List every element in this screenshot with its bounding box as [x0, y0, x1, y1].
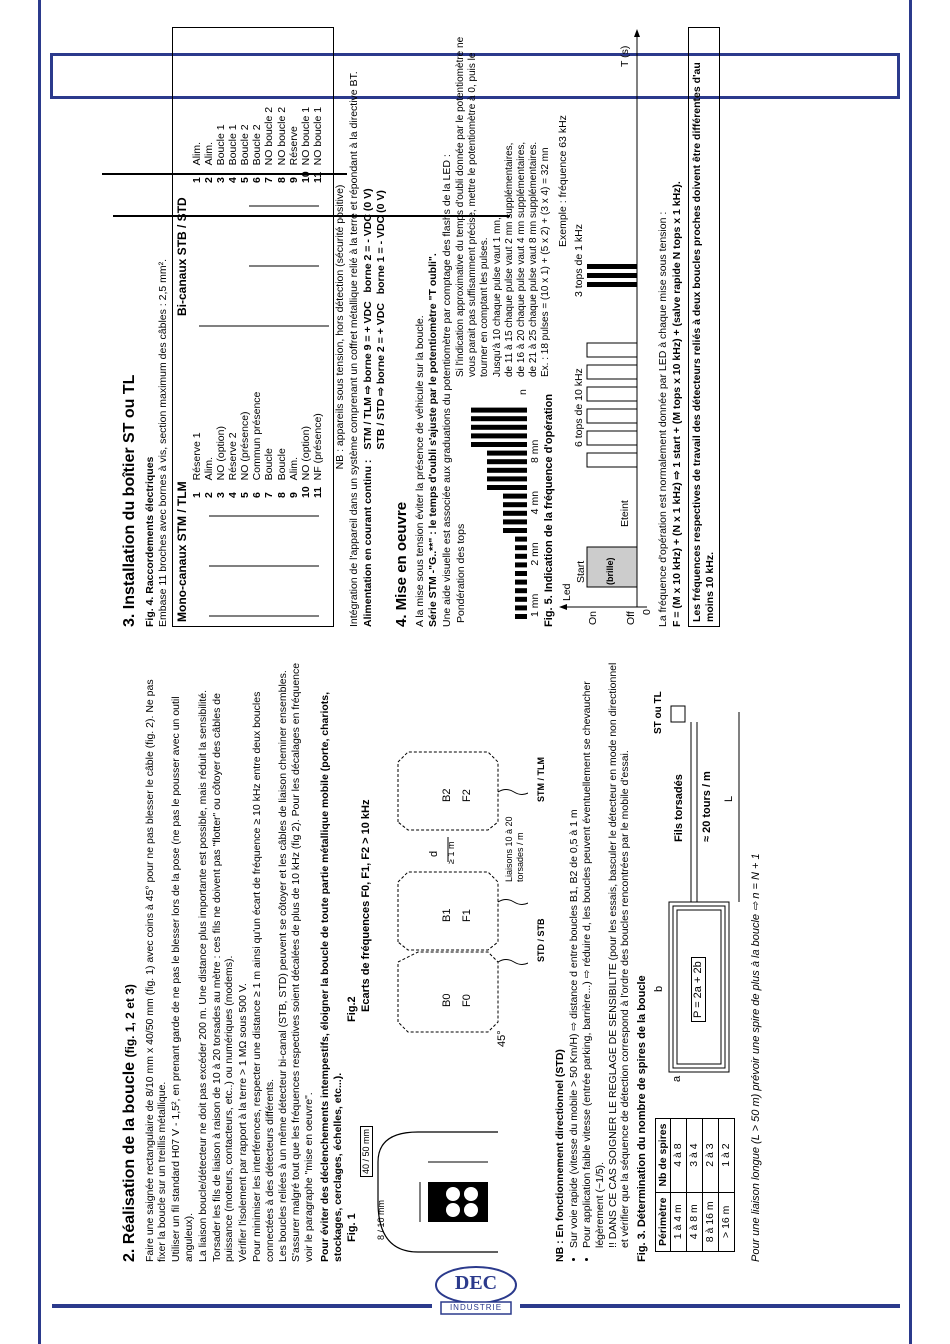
section-title	[120, 662, 140, 1262]
pin-label: Alim.	[203, 141, 216, 166]
pin-row	[300, 104, 312, 186]
section-title-3: 3. Installation du boîtier ST ou TL	[121, 374, 138, 627]
mise-p2: Série STM -"G..**" : le temps d'oubli s'ajuste par le potentiomètre "T oubli".	[427, 253, 440, 627]
fig3-fils: Fils torsadés	[672, 774, 685, 842]
pond-line: Ex. : 18 pulses = (10 x 1) + (5 x 2) + (3 x 4) = 32 mn	[540, 147, 552, 377]
table-cell: 4 à 8 m	[687, 1192, 703, 1251]
fig2-f2: F2	[461, 789, 474, 802]
alim-label: Alimentation en courant continu :	[361, 459, 374, 627]
fig-1-2-drawing	[358, 662, 528, 1262]
th-spires: Nb de spires	[655, 1118, 671, 1192]
fig2-d: d	[428, 850, 441, 857]
pin-number: 7	[263, 177, 276, 183]
pin-row	[300, 389, 312, 501]
fig5-drawing	[557, 27, 657, 627]
pond-bar	[503, 511, 527, 516]
pin-row	[276, 104, 288, 186]
pond-bar	[471, 442, 527, 447]
pond-bar	[487, 451, 527, 456]
alim-plus: borne 2 = + VDC	[374, 303, 387, 385]
mise-p3: Une aide visuelle est associée aux graduations du potentiomètre par comptage des flashs de la LED :	[441, 154, 454, 627]
fig5-led: Led	[561, 583, 574, 601]
fig5-off: Off	[625, 611, 638, 625]
table-cell: 2 à 3	[703, 1118, 719, 1192]
pin-number: 1	[191, 492, 204, 498]
pond-bar	[515, 588, 527, 593]
table-cell: 1 à 2	[718, 1118, 734, 1192]
pond-bar	[503, 519, 527, 524]
pin-label: NO boucle 1	[299, 106, 312, 166]
pin-number: 11	[311, 486, 324, 498]
table-cell: 4 à 8	[671, 1118, 687, 1192]
pin-number: 5	[239, 177, 252, 183]
pin-row	[251, 104, 263, 186]
alim-plus: borne 9 = + VDC	[361, 301, 374, 383]
pond-axis	[529, 440, 542, 617]
fig5-exemple: Exemple : fréquence 63 kHz	[557, 115, 570, 247]
table-cell: 3 à 4	[687, 1118, 703, 1192]
pond-bar	[487, 485, 527, 490]
fig5	[557, 27, 657, 627]
nb-title: NB : En fonctionnement directionnel (STD)	[554, 1049, 567, 1262]
fig2-angle: 45°	[496, 1030, 509, 1047]
logo-sub: INDUSTRIE	[449, 1303, 503, 1312]
pond-text	[455, 27, 553, 377]
pin-label: Boucle 1	[215, 124, 228, 166]
pin-label: Boucle 1	[227, 124, 240, 166]
pond-bar	[515, 554, 527, 559]
pin-label: NO boucle 2	[263, 106, 276, 166]
dec-logo	[433, 1266, 519, 1316]
pin-label: Commun présence	[251, 391, 264, 481]
fig5-eteint: Eteint	[619, 500, 632, 527]
bold-warning: Pour éviter des déclenchements intempestifs, éloigner la boucle de toute partie métallique mobile (porte, chariots, stockages, cerclages, échelles, etc...).	[318, 691, 344, 1262]
section-installation	[120, 27, 721, 627]
fig5-zero: 0	[641, 609, 654, 615]
pin-row	[203, 104, 215, 186]
pond-bar	[471, 425, 527, 430]
fig2-b1: B1	[441, 908, 454, 922]
pin-label: Alim.	[191, 141, 204, 166]
mono-title: Mono-canaux STM / TLM	[175, 481, 190, 622]
footer-bar-right	[520, 1304, 900, 1308]
fig3-b: b	[652, 985, 665, 992]
nb-item-1: • Sur voie rapide (vitesse du mobile > 50 Km/H) ⇨ distance d entre boucles B1, B2 de 0,5 à 1 m	[568, 662, 581, 1248]
pin-number: 4	[227, 177, 240, 183]
pin-row	[239, 104, 251, 186]
fig3-l: L	[722, 795, 735, 802]
pin-row	[312, 104, 324, 186]
fig5-brille: (brille)	[605, 557, 616, 585]
pin-row	[288, 104, 300, 186]
pond-bar	[515, 597, 527, 602]
bi-title: Bi-canaux STB / STD	[175, 197, 190, 316]
pin-label: Boucle 2	[239, 124, 252, 166]
fig3-perimeter: P = 2a + 2b	[691, 957, 706, 1022]
pond-bar	[515, 614, 527, 619]
section-boucle	[120, 662, 764, 1262]
pond-line: de 21 à 25 chaque pulse vaut 8 mn supplémentaires.	[528, 141, 540, 377]
pin-row	[263, 389, 275, 501]
section-title-4: 4. Mise en oeuvre	[393, 501, 411, 627]
footer-bar-left	[52, 1304, 432, 1308]
pin-number: 2	[203, 177, 216, 183]
pin-row	[191, 104, 203, 186]
pond-line: de 11 à 15 chaque pulse vaut 2 mn supplémentaires,	[503, 142, 515, 377]
para-2: Utiliser un fil standard H07 V - 1,5², en prenant garde de ne pas le blesser lors de la pose (ne pas le pousser avec un outil anguleux).	[170, 696, 195, 1262]
pond-bar	[487, 476, 527, 481]
para-3: La liaison boucle/détecteur ne doit pas excéder 200 m. Une distance plus importante est possible, mais réduit la sensibilité.	[196, 690, 209, 1262]
pin-row	[312, 389, 324, 501]
pond-n: n	[516, 389, 529, 395]
para-7: Les boucles reliées à un même détecteur bi-canal (STB, STD) peuvent se côtoyer et les câbles de liaison cheminer ensembles. S'assurer malgré tout que les fréquences respectives soient décalées de plus de 10 kHz (fig 2). Pour les décalages en fréquence voir le paragraphe "mise en oeuvre".	[277, 662, 316, 1262]
freq-formula: F = (M x 10 kHz) + (N x 1 kHz) ⇨ 1 start + (M tops x 10 kHz) + (salve rapide N tops x 1 kHz).	[671, 181, 684, 627]
para-1: Faire une saignée rectangulaire de 8/10 mm x 40/50 mm (fig. 1) avec coins à 45° pour ne pas blesser le câble (fig. 2). Ne pas fixer la boucle sur un treillis métallique.	[143, 679, 169, 1262]
pond-tick: 2 mn	[528, 542, 541, 566]
mise-p1: A la mise sous tension éviter la présence de véhicule sur la boucle.	[413, 315, 426, 627]
fig2-liaisons: Liaisons 10 à 20 torsades / m	[504, 816, 526, 882]
wiring-box	[172, 27, 334, 627]
fig5-on: On	[587, 610, 600, 625]
table-cell: 1 à 4 m	[671, 1192, 687, 1251]
pin-number: 6	[251, 177, 264, 183]
table-cell: > 16 m	[718, 1192, 734, 1251]
pond-bar	[471, 416, 527, 421]
alim-model: STM / TLM	[361, 397, 374, 450]
fig1-caption: Fig. 1	[346, 1213, 359, 1242]
pin-number: 8	[275, 492, 288, 498]
fig3-tours: ≈ 20 tours / m	[700, 771, 713, 842]
rotated-page	[120, 18, 800, 1262]
pin-label: Alim.	[287, 456, 300, 481]
alim-block: Alimentation en courant continu : STM / TLM ⇨ borne 9 = + VDC borne 2 = - VDC (0 V) STB / STD ⇨ borne 2 = + VDC borne 1 = - VDC (0 V)	[361, 188, 387, 627]
pin-row	[288, 389, 300, 501]
fig2-b2: B2	[441, 788, 454, 802]
bi-pin-table	[191, 104, 324, 186]
pin-label: Boucle 2	[251, 124, 264, 166]
pond-line: de 16 à 20 chaque pulse vaut 4 mn supplémentaires,	[515, 141, 527, 377]
pin-label: Réserve 2	[227, 432, 240, 481]
pond-bar	[503, 494, 527, 499]
pond-tick: 4 mn	[528, 490, 541, 515]
pin-label: NF (présence)	[311, 413, 324, 481]
alim-minus: borne 2 = - VDC (0 V)	[361, 188, 374, 293]
pond-bar	[503, 502, 527, 507]
fig1-dim-width: 40 / 50 mm	[360, 1126, 373, 1177]
pin-row	[251, 389, 263, 501]
fig3	[651, 662, 746, 1262]
nb-item-3: !! DANS CE CAS SOIGNER LE REGLAGE DE SENSIBILITE (pour les essais, basculer le détecteur en mode non directionnel et vérifier que la séquence de détection correspond à l'ordre des boucles rencontrées par le mobile d'essai.	[606, 662, 632, 1248]
pond-tick: 1 mn	[528, 593, 541, 617]
title-ref: (fig. 1, 2 et 3)	[123, 984, 137, 1058]
pin-number: 10	[299, 486, 312, 498]
fig1-dim-depth: 8 / 10 mm	[376, 1199, 387, 1240]
pin-label: NO (présence)	[239, 411, 252, 481]
fig2-caption: Fig.2	[346, 996, 359, 1022]
freq-warning-box: Les fréquences respectives de travail des détecteurs reliés à deux boucles proches doivent être différentes d'au moins 10 kHz.	[688, 27, 720, 627]
integration-text: Intégration de l'appareil dans un système comprenant un coffret métallique relié à la terre et répondant à la directive BT.	[347, 71, 360, 627]
fig5-start: Start	[575, 560, 588, 583]
pin-label: Réserve 1	[191, 432, 204, 481]
fig2-dist: ≥ 1 m	[446, 841, 457, 864]
pin-number: 8	[275, 177, 288, 183]
pond-bar	[515, 571, 527, 576]
pin-label: NO (option)	[299, 426, 312, 481]
fig2-f0: F0	[461, 994, 474, 1007]
figures-1-2	[346, 662, 547, 1262]
pond-bar	[471, 433, 527, 438]
fig3-drawing	[651, 672, 746, 1092]
pin-number: 3	[215, 177, 228, 183]
fig5-caption: Fig. 5. Indication de la fréquence d'opération	[542, 393, 555, 627]
pond-bar	[515, 580, 527, 585]
para-5: Vérifier l'isolement par rapport à la terre > 1 MΩ sous 500 V.	[237, 983, 250, 1262]
pin-number: 6	[251, 492, 264, 498]
pin-number: 5	[239, 492, 252, 498]
pin-row	[215, 104, 227, 186]
fig4-caption: Fig. 4. Raccordements électriques	[143, 456, 156, 627]
pin-row	[227, 389, 239, 501]
pin-row	[191, 389, 203, 501]
pin-label: NO boucle 1	[311, 106, 324, 166]
nb-block	[554, 662, 632, 1262]
fig5-t: T (s)	[619, 45, 632, 67]
fig3-a: a	[670, 1075, 683, 1082]
pond-bar	[471, 408, 527, 413]
pond-label: Pondération des tops	[454, 523, 467, 623]
pin-label: NO boucle 2	[275, 106, 288, 166]
pin-number: 9	[287, 492, 300, 498]
pin-number: 11	[311, 171, 324, 183]
pond-tick: 8 mn	[528, 439, 541, 463]
pond-bar	[515, 537, 527, 542]
alim-minus: borne 1 = - VDC (0 V)	[374, 190, 387, 295]
table-cell: 8 à 16 m	[703, 1192, 719, 1251]
freq-text: La fréquence d'opération est normalement donnée par LED à chaque mise sous tension :	[657, 211, 670, 627]
pin-row	[203, 389, 215, 501]
fig5-trois: 3 tops de 1 kHz	[573, 224, 586, 297]
title-text: 2. Réalisation de la boucle	[121, 1061, 138, 1262]
pin-number: 9	[287, 177, 300, 183]
pin-row	[263, 104, 275, 186]
long-link-note: Pour une liaison longue (L > 50 m) prévoir une spire de plus à la boucle ⇨ n = N + 1	[749, 853, 762, 1262]
fig3-st: ST ou TL	[652, 691, 664, 734]
pond-bar	[487, 459, 527, 464]
pin-label: NO (option)	[215, 426, 228, 481]
pin-label: Boucle	[263, 448, 276, 481]
pin-row	[227, 104, 239, 186]
para-6: Pour minimiser les interférences, respecter une distance ≥ 1 m ainsi qu'un écart de fréquence ≥ 10 kHz entre deux boucles connectées à des détecteurs différents.	[250, 691, 276, 1262]
pin-number: 2	[203, 492, 216, 498]
logo-brand: DEC	[454, 1272, 498, 1294]
pin-label: Réserve	[287, 126, 300, 166]
pin-label: Alim.	[203, 456, 216, 481]
pin-number: 7	[263, 492, 276, 498]
fig3-caption: Fig. 3. Détermination du nombre de spires de la boucle	[636, 975, 649, 1262]
pin-number: 4	[227, 492, 240, 498]
fig4-sub: Embase 11 broches avec bornes à vis, section maximum des câbles : 2,5 mm².	[157, 258, 170, 627]
pond-line: Jusqu'à 10 chaque pulse vaut 1 mn,	[491, 217, 503, 377]
th-perimetre: Périmètre	[655, 1192, 671, 1251]
pond-bar	[503, 528, 527, 533]
pond-bar	[515, 545, 527, 550]
fig2-stm: STM / TLM	[536, 757, 547, 802]
fig2-b0: B0	[441, 993, 454, 1007]
mono-pin-table	[191, 389, 324, 501]
nb-item-2: • Pour application faible vitesse (entrée parking, barrière...) ⇨ réduire d, les boucles peuvent éventuellement se chevaucher légèrement (~1/5).	[581, 662, 607, 1248]
pond-bar	[487, 468, 527, 473]
wiring-nb: NB : appareils sous tension, hors détection (sécurité positive)	[334, 184, 347, 470]
para-4: Torsader les fils de liaison à raison de 10 à 20 torsades au mètre : ces fils ne doivent pas "flotter" ou côtoyer des câbles de puissance (moteurs, contacteurs, etc..) ou numériques (modems).	[210, 693, 236, 1262]
pin-number: 10	[299, 171, 312, 183]
fig5-six: 6 tops de 10 kHz	[573, 368, 586, 447]
pin-row	[215, 389, 227, 501]
pin-label: Boucle	[275, 448, 288, 481]
pond-bar	[515, 605, 527, 610]
pin-number: 3	[215, 492, 228, 498]
spires-table	[655, 1118, 735, 1252]
alim-model: STB / STD	[374, 398, 387, 450]
pin-row	[276, 389, 288, 501]
fig2-f1: F1	[461, 909, 474, 922]
pond-bar	[515, 562, 527, 567]
fig2-std: STD / STB	[536, 918, 547, 962]
pin-row	[239, 389, 251, 501]
pin-number: 1	[191, 177, 204, 183]
fig2-title: Ecarts de fréquences F0, F1, F2 > 10 kHz	[360, 799, 373, 1012]
pond-line: Si l'indication approximative du temps d'oubli donnée par le potentiomètre ne vous parait pas suffisamment précise, mettre le potentiomètre à 0, puis le tourner en comptant les pulses.	[454, 36, 491, 377]
